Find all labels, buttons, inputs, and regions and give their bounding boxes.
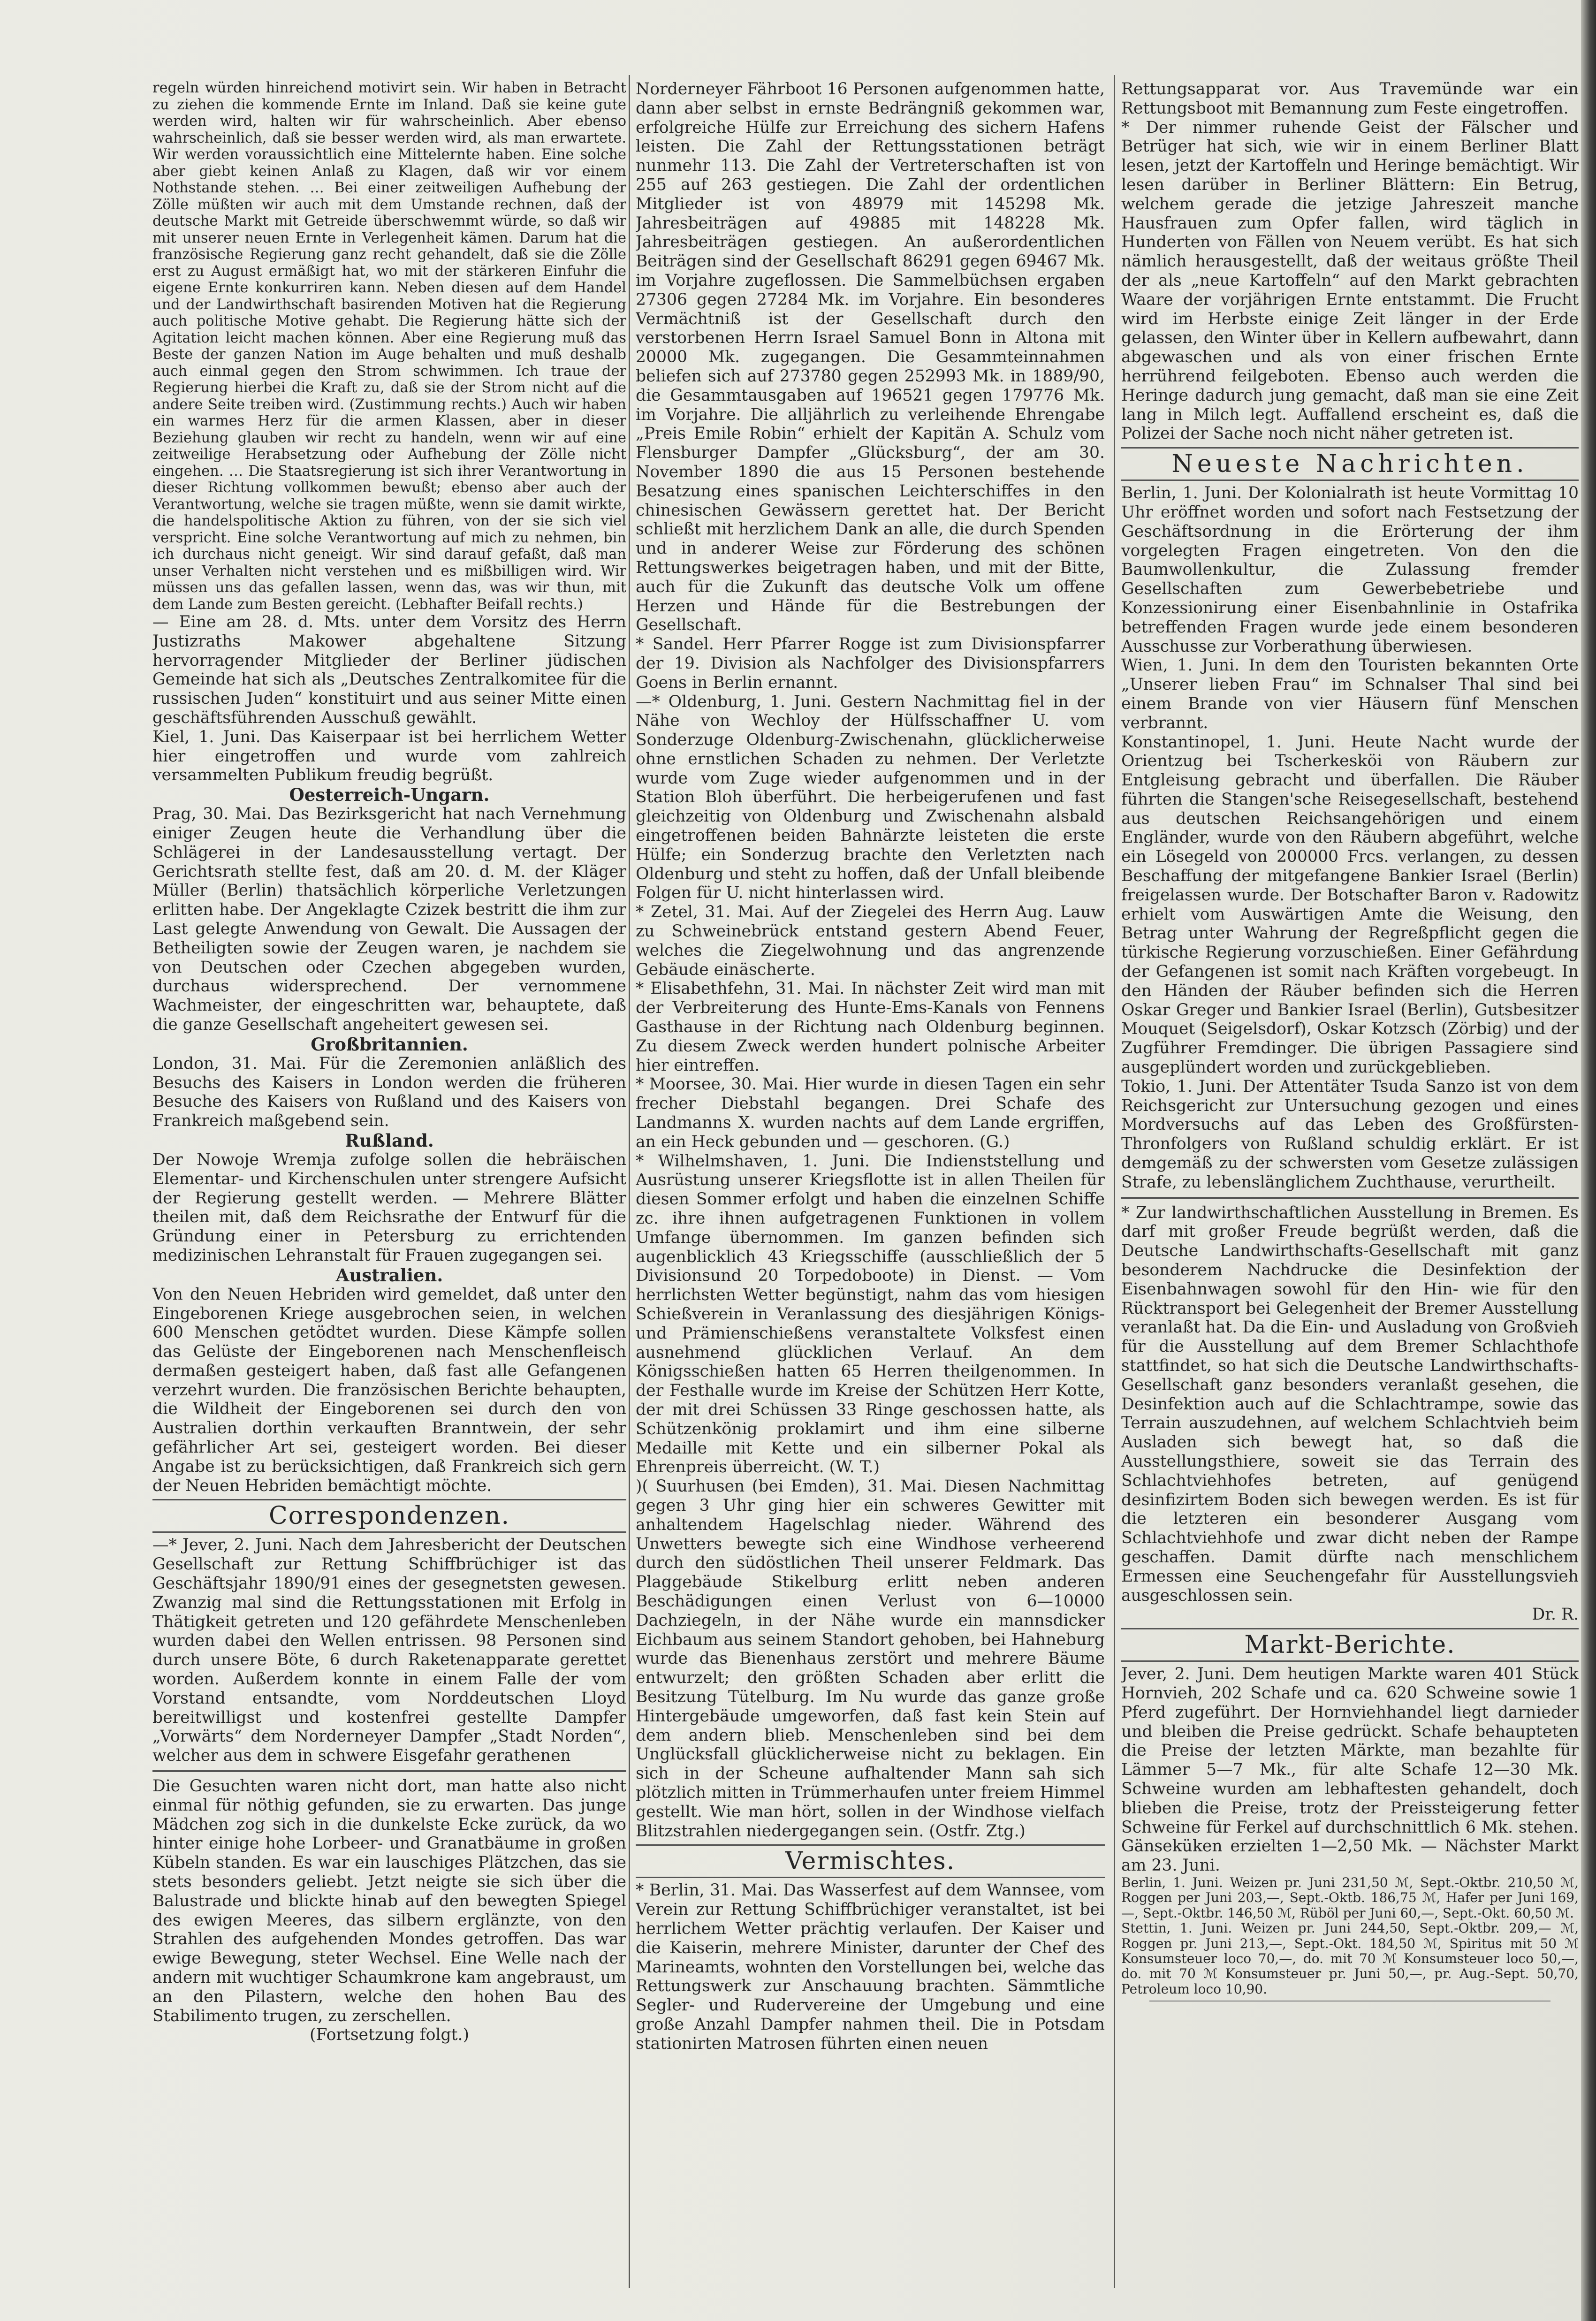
heading-russland: Rußland. bbox=[345, 1130, 434, 1151]
article-signature: Dr. R. bbox=[1532, 1605, 1579, 1624]
market-stettin-prices: Stettin, 1. Juni. Weizen pr. Juni 244,50, Sept.-Oktbr. 209,— ℳ, Roggen pr. Juni 213,—, Sept.-Okt. 184,50 ℳ, Spiritus mit 50 ℳ Konsumsteuer loco 70,—, do. mit 70 ℳ Konsumsteuer loco 50,—, do. mit 70 ℳ Konsumsteuer pr. Juni 50,—, pr. Aug.-Sept. 50,70, Petroleum loco 10,90. bbox=[1121, 1920, 1579, 1997]
column-right bbox=[1121, 80, 1579, 2288]
article-zoll-debate-continued: regeln würden hinreichend motivirt sein. Wir haben in Betracht zu ziehen die kommende Ernte im Inland. Daß sie keine gute werden wird, halten wir für wahrscheinlich. Aber ebenso wahrscheinlich, daß sie besser werden wird, als man erwartete. Wir werden voraussichtlich eine Mittelernte haben. Eine solche aber giebt keinen Anlaß zu Klagen, daß wir vor einem Nothstande stehen. … Bei einer zeitweiligen Aufhebung der Zölle müßten wir auch mit dem Umstande rechnen, daß der deutsche Markt mit Getreide überschwemmt würde, so daß wir mit unserer neuen Ernte in Verlegenheit kämen. Darum hat die französische Regierung ganz recht gehandelt, daß sie die Zölle erst zu August ermäßigt hat, wo mit der stärkeren Einfuhr die eigene Ernte konkurriren kann. Neben diesen auf dem Handel und der Landwirthschaft basirenden Motiven hat die Regierung auch politische Motive gehabt. Die Regierung hätte sich der Agitation leicht machen können. Aber eine Regierung muß das Beste der ganzen Nation im Auge behalten und muß deshalb auch einmal gegen den Strom schwimmen. Ich traue der Regierung hierbei die Kraft zu, daß sie der Strom nicht auf die andere Seite treiben wird. (Zustimmung rechts.) Auch wir haben ein warmes Herz für die armen Klassen, aber in dieser Beziehung glauben wir recht zu handeln, wenn wir auf eine zeitweilige Herabsetzung oder Aufhebung der Zölle nicht eingehen. … Die Staatsregierung ist sich ihrer Verantwortung in dieser Richtung vollkommen bewußt; ebenso aber auch der Verantwortung, welche sie tragen müßte, wenn sie damit wirkte, die handelspolitische Aktion zu führen, von der sie sich viel verspricht. Eine solche Verantwortung auf mich zu nehmen, bin ich durchaus nicht geneigt. Wir sind darauf gefaßt, daß man unser Verhalten nicht verstehen und es mißbilligen wird. Wir müssen uns das gefallen lassen, wenn das, was wir thun, mit dem Lande zum Besten gereicht. (Lebhafter Beifall rechts.) bbox=[152, 80, 626, 613]
article-ausstellung-bremen: * Zur landwirthschaftlichen Ausstellung in Bremen. Es darf mit großer Freude begrüßt werden, daß die Deutsche Landwirthschafts-Gesellschaft mit ganz besonderem Nachdrucke die Desinfektion der Eisenbahnwagen sowohl für den Hin- wie für den Rücktransport bei Gelegenheit der Bremer Ausstellung veranlaßt hat. Da die Ein- und Ausladung von Großvieh für die Ausstellung auf dem Bremer Schlachthofe stattfindet, so hat sich die Deutsche Landwirthschafts-Gesellschaft ganz besonders veranlaßt gesehen, die Desinfektion auch auf die Schlachtrampe, sowie das Terrain auszudehnen, auf welchem Schlachtvieh beim Ausladen sich bewegt hat, so daß die Ausstellungsthiere, soweit sie das Terrain des Schlachtviehhofes betreten, auf genügend desinfizirtem Boden sich bewegen werden. Es ist für die letzteren ein besonderer Ausgang vom Schlachtviehhofe und zwar dicht neben der Rampe geschaffen. Damit dürfte nach menschlichem Ermessen eine Seuchengefahr für Ausstellungsvieh ausgeschlossen sein. bbox=[1121, 1203, 1579, 1605]
article-kiel: Kiel, 1. Juni. Das Kaiserpaar ist bei herrlichem Wetter hier eingetroffen und wurde vom zahlreich versammelten Publikum freudig begrüßt. bbox=[152, 727, 626, 785]
column-middle bbox=[636, 80, 1105, 2288]
article-faelscher: * Der nimmer ruhende Geist der Fälscher und Betrüger hat sich, wie wir in einem Berliner Blatt lesen, jetzt der Kartoffeln und Heringe bemächtigt. Wir lesen darüber in Berliner Blättern: Ein Betrug, welchem gerade die jetzige Jahreszeit manche Hausfrauen zum Opfer fallen, wird täglich in Hunderten von Fällen von Neuem verübt. Es hat sich nämlich herausgestellt, daß der weitaus größte Theil der als „neue Kartoffeln“ auf den Markt gebrachten Waare der vorjährigen Ernte entstammt. Die Frucht wird im Herbste einige Zeit länger in der Erde gelassen, den Winter über in Kellern aufbewahrt, dann abgewaschen und als von einer frischen Ernte herrührend feilgeboten. Ebenso auch werden die Heringe dadurch jung gemacht, daß man sie eine Zeit lang in Milch legt. Auffallend erscheint es, daß die Polizei der Sache noch nicht näher getreten ist. bbox=[1121, 118, 1579, 443]
feuilleton-text: Die Gesuchten waren nicht dort, man hatte also nicht einmal für nöthig gefunden, sie zu erwarten. Das junge Mädchen zog sich in die dunkelste Ecke zurück, da wo hinter einige hohe Lorbeer- und Granatbäume in großen Kübeln standen. Es war ein lauschiges Plätzchen, das sie stets besonders geliebt. Jetzt neigte sie sich über die Balustrade und blickte hinab auf den bewegten Spiegel des ewigen Meeres, das silbern erglänzte, von den Strahlen des aufgehenden Mondes getroffen. Das war ewige Bewegung, steter Wechsel. Eine Welle nach der andern mit wuchtiger Schaumkrone kam angebraust, um an den Pilastern, welche den hohen Bau des Stabilimento trugen, zu zerschellen. bbox=[152, 1777, 626, 2025]
section-heading-markt: Markt-Berichte. bbox=[1121, 1628, 1579, 1662]
heading-australien: Australien. bbox=[335, 1264, 443, 1286]
article-moorsee: * Moorsee, 30. Mai. Hier wurde in diesen Tagen ein sehr frecher Diebstahl begangen. Drei Schafe des Landmanns X. wurden nachts auf dem Lande ergriffen, an ein Heck gebunden und — geschoren. (G.) bbox=[636, 1075, 1105, 1151]
article-wien: Wien, 1. Juni. In dem den Touristen bekannten Orte „Unserer lieben Frau“ im Schnalser Thal sind bei einem Brande von vier Häusern fünf Menschen verbrannt. bbox=[1121, 656, 1579, 732]
heading-grossbritannien: Großbritannien. bbox=[311, 1034, 468, 1055]
column-rule bbox=[629, 75, 630, 2288]
column-rule bbox=[1114, 75, 1115, 2288]
column-left bbox=[152, 80, 626, 2288]
article-suurhusen: )( Suurhusen (bei Emden), 31. Mai. Diesen Nachmittag gegen 3 Uhr ging hier ein schweres Gewitter mit anhaltendem Hagelschlag nieder. Während des Unwetters bewegte sich eine Windhose verheerend durch den südöstlichen Theil unserer Feldmark. Das Plaggebäude Stikelburg erlitt neben anderen Beschädigungen einen Verlust von 6—10000 Dachziegeln, in der Nähe wurde ein mannsdicker Eichbaum aus seinem Standort gehoben, bei Hahneburg wurde das Bienenhaus zerstört und mehrere Bäume entwurzelt; den größten Schaden aber erlitt die Besitzung Tütelburg. Im Nu wurde das ganze große Hintergebäude umgeworfen, daß fast kein Stein auf dem andern blieb. Menschenleben sind bei dem Unglücksfall glücklicherweise nicht zu beklagen. Ein sich in der Scheune aufhaltender Mann sah sich plötzlich mitten in Trümmerhaufen unter freiem Himmel gestellt. Wie man hört, sollen in der Windhose vielfach Blitzstrahlen niedergegangen sein. (Ostfr. Ztg.) bbox=[636, 1477, 1105, 1841]
article-berlin-kolonialrath: Berlin, 1. Juni. Der Kolonialrath ist heute Vormittag 10 Uhr eröffnet worden und sofort nach Festsetzung der Geschäftsordnung in die Erörterung der ihm vorgelegten Fragen eingetreten. Von den die Baumwollenkultur, die Zulassung fremder Gesellschaften zum Gewerbebetriebe und Konzessionirung einer Eisenbahnlinie in Ostafrika betreffenden Fragen wurde jede einem besonderen Ausschusse zur Vorberathung überwiesen. bbox=[1121, 484, 1579, 656]
article-sandel: * Sandel. Herr Pfarrer Rogge ist zum Divisionspfarrer der 19. Division als Nachfolger des Divisionspfarrers Goens in Berlin ernannt. bbox=[636, 635, 1105, 692]
article-london: London, 31. Mai. Für die Zeremonien anläßlich des Besuchs des Kaisers in London werden die früheren Besuche des Kaisers von Rußland und des Kaisers von Frankreich maßgebend sein. bbox=[152, 1054, 626, 1131]
section-heading-correspondenzen: Correspondenzen. bbox=[152, 1499, 626, 1533]
feuilleton-divider bbox=[152, 1770, 626, 1772]
article-wasserfest-continued: Rettungsapparat vor. Aus Travemünde war ein Rettungsboot mit Bemannung zum Feste eingetroffen. bbox=[1121, 80, 1579, 118]
article-russland: Der Nowoje Wremja zufolge sollen die hebräischen Elementar- und Kirchenschulen unter strengere Aufsicht der Regierung gestellt werden. — Mehrere Blätter theilen mit, daß dem Reichsrathe der Entwurf für die Gründung einer in Petersburg zu errichtenden medizinischen Lehranstalt für Frauen zugegangen sei. bbox=[152, 1150, 626, 1265]
article-elisabethfehn: * Elisabethfehn, 31. Mai. In nächster Zeit wird man mit der Verbreiterung des Hunte-Ems-Kanals von Fennens Gasthause in der Richtung nach Oldenburg beginnen. Zu diesem Zweck werden hundert polnische Arbeiter hier eintreffen. bbox=[636, 979, 1105, 1075]
article-oldenburg: —* Oldenburg, 1. Juni. Gestern Nachmittag fiel in der Nähe von Wechloy der Hülfsschaffner U. vom Sonderzuge Oldenburg-Zwischenahn, glücklicherweise ohne ernstlichen Schaden zu nehmen. Der Verletzte wurde vom Zuge wieder aufgenommen und in der Station Bloh überführt. Die herbeigerufenen und fast gleichzeitig von Oldenburg und Zwischenahn alsbald eingetroffenen beiden Bahnärzte leisteten die erste Hülfe; ein Sonderzug brachte den Verletzten nach Oldenburg und steht zu hoffen, daß der Unfall bleibende Folgen für U. nicht hinterlassen wird. bbox=[636, 692, 1105, 903]
section-divider bbox=[1121, 1197, 1579, 1199]
article-berlin-wasserfest: * Berlin, 31. Mai. Das Wasserfest auf dem Wannsee, vom Verein zur Rettung Schiffbrüchiger veranstaltet, ist bei herrlichem Wetter prächtig verlaufen. Der Kaiser und die Kaiserin, mehrere Minister, darunter der Chef des Marineamts, wohnten den Vorstellungen bei, welche das Rettungswerk zur Anschauung brachten. Sämmtliche Segler- und Rudervereine der Umgebung und eine große Anzahl Dampfer nahmen theil. Die in Potsdam stationirten Matrosen führten einen neuen bbox=[636, 1881, 1105, 2053]
article-zetel: * Zetel, 31. Mai. Auf der Ziegelei des Herrn Aug. Lauw zu Schweinebrück entstand gestern Abend Feuer, welches die Ziegelwohnung und das angrenzende Gebäude einäscherte. bbox=[636, 903, 1105, 979]
section-heading-vermischtes: Vermischtes. bbox=[636, 1844, 1105, 1878]
article-prag: Prag, 30. Mai. Das Bezirksgericht hat nach Vernehmung einiger Zeugen heute die Verhandlung über die Schlägerei in der Landesausstellung vertagt. Der Gerichtsrath stellte fest, daß am 20. d. M. der Kläger Müller (Berlin) thatsächlich körperliche Verletzungen erlitten habe. Der Angeklagte Czizek bestritt die ihm zur Last gelegte Anwendung von Gewalt. Die Aussagen der Betheiligten sowie der Zeugen waren, je nachdem sie von Deutschen oder Czechen abgegeben wurden, durchaus widersprechend. Der vernommene Wachmeister, der eingeschritten war, behauptete, daß die ganze Gesellschaft angeheitert gewesen sei. bbox=[152, 805, 626, 1034]
article-rettung-continued: Norderneyer Fährboot 16 Personen aufgenommen hatte, dann aber selbst in ernste Bedrängniß gekommen war, erfolgreiche Hülfe zur Erreichung des sichern Hafens leisten. Die Zahl der Rettungsstationen beträgt nunmehr 113. Die Zahl der Vertreterschaften ist von 255 auf 263 gestiegen. Die Zahl der ordentlichen Mitglieder ist von 48979 mit 145298 Mk. Jahresbeiträgen auf 49885 mit 148228 Mk. Jahresbeiträgen gestiegen. An außerordentlichen Beiträgen sind der Gesellschaft 86291 gegen 69467 Mk. im Vorjahre zugeflossen. Die Sammelbüchsen ergaben 27306 gegen 27284 Mk. im Vorjahre. Ein besonderes Vermächtniß ist der Gesellschaft durch den verstorbenen Herrn Israel Samuel Bonn in Altona mit 20000 Mk. zugegangen. Die Gesammteinnahmen beliefen sich auf 273780 gegen 252993 Mk. in 1889/90, die Gesammtausgaben auf 196521 gegen 179776 Mk. im Vorjahre. Die alljährlich zu verleihende Ehrengabe „Preis Emile Robin“ erhielt der Kapitän A. Schulz vom Flensburger Dampfer „Glücksburg“, der am 30. November 1890 die aus 15 Personen bestehende Besatzung eines spanischen Leichterschiffes in den chinesischen Gewässern gerettet hat. Der Bericht schließt mit herzlichem Dank an alle, die durch Spenden und in anderer Weise zur Förderung des schönen Rettungswerkes beigetragen haben, und mit der Bitte, auch für die Zukunft das deutsche Volk um offene Herzen und Hände für die Bestrebungen der Gesellschaft. bbox=[636, 80, 1105, 635]
heading-oesterreich: Oesterreich-Ungarn. bbox=[289, 784, 490, 806]
article-wilhelmshaven: * Wilhelmshaven, 1. Juni. Die Indienststellung und Ausrüstung unserer Kriegsflotte ist in allen Theilen für diesen Sommer erfolgt und haben die einzelnen Schiffe zc. ihre ihnen aufgetragenen Funktionen in vollem Umfange übernommen. Im ganzen befinden sich augenblicklich 43 Kriegsschiffe (ausschließlich der 5 Divisionsund 20 Torpedoboote) in Dienst. — Vom herrlichsten Wetter begünstigt, nahm das vom hiesigen Schießverein in Veranlassung des diesjährigen Königs- und Prämienschießens veranstaltete Volksfest einen ausnehmend glücklichen Verlauf. An dem Königsschießen hatten 65 Herren theilgenommen. In der Festhalle wurde im Kreise der Schützen Herr Kotte, der mit drei Schüssen 33 Ringe geschossen hatte, als Schützenkönig proklamirt und ihm eine silberne Medaille mit Kette und ein silberner Pokal als Ehrenpreis überreicht. (W. T.) bbox=[636, 1151, 1105, 1477]
section-heading-neueste: Neueste Nachrichten. bbox=[1121, 447, 1579, 481]
article-tokio: Tokio, 1. Juni. Der Attentäter Tsuda Sanzo ist von dem Reichsgericht zur Untersuchung gezogen und eines Mordversuchs auf das Leben des Großfürsten-Thronfolgers von Rußland schuldig erklärt. Er ist demgemäß zu der schwersten vom Gesetze zulässigen Strafe, zu lebenslänglichem Zuchthause, verurtheilt. bbox=[1121, 1077, 1579, 1192]
article-zentralkomitee: — Eine am 28. d. Mts. unter dem Vorsitz des Herrn Justizraths Makower abgehaltene Sitzung hervorragender Mitglieder der Berliner jüdischen Gemeinde hat sich als „Deutsches Zentralkomitee für die russischen Juden“ konstituirt und aus seiner Mitte einen geschäftsführenden Ausschuß gewählt. bbox=[152, 613, 626, 727]
article-jever-rettung: —* Jever, 2. Juni. Nach dem Jahresbericht der Deutschen Gesellschaft zur Rettung Schiffbrüchiger ist das Geschäftsjahr 1890/91 eines der gesegnetsten gewesen. Zwanzig mal sind die Rettungsstationen mit Erfolg in Thätigkeit getreten und 120 gefährdete Menschenleben wurden dabei den Wellen entrissen. 98 Personen sind durch unsere Böte, 6 durch Raketenapparate gerettet worden. Außerdem konnte in einem Falle der vom Vorstand entsandte, vom Norddeutschen Lloyd bereitwilligst und kostenfrei gestellte Dampfer „Vorwärts“ dem Norderneyer Dampfer „Stadt Norden“, welcher aus dem in schwere Eisgefahr gerathenen bbox=[152, 1536, 626, 1765]
article-jever-markt: Jever, 2. Juni. Dem heutigen Markte waren 401 Stück Hornvieh, 202 Schafe und ca. 620 Schweine sowie 1 Pferd zugeführt. Der Hornviehhandel liegt darnieder und bleiben die Preise gedrückt. Schafe behaupteten die Preise der letzten Märkte, man bezahlte für Lämmer 5—7 Mk., für alte Schafe 12—30 Mk. Schweine wurden am lebhaftesten gehandelt, doch blieben die Preise, trotz der Preissteigerung fetter Schweine für Ferkel auf durchschnittlich 6 Mk. stehen. Gänseküken erzielten 1—2,50 Mk. — Nächster Markt am 23. Juni. bbox=[1121, 1665, 1579, 1875]
article-konstantinopel: Konstantinopel, 1. Juni. Heute Nacht wurde der Orientzug bei Tscherkesköi von Räubern zur Entgleisung gebracht und überfallen. Die Räuber führten die Stangen'sche Reisegesellschaft, bestehend aus deutschen Reichsangehörigen und einem Engländer, wurde von den Räubern abgeführt, welche ein Lösegeld von 200000 Frcs. verlangen, zu dessen Beschaffung der mitgefangene Bankier Israel (Berlin) freigelassen wurde. Der Botschafter Baron v. Radowitz erhielt vom Auswärtigen Amte die Weisung, den Betrag unter Wahrung der Regreßpflicht gegen die türkische Regierung vorzuschießen. Einer Gefährdung der Gefangenen ist somit nach Kräften vorgebeugt. In den Händen der Räuber befinden sich die Herren Oskar Greger und Bankier Israel (Berlin), Gutsbesitzer Mouquet (Seigelsdorf), Oskar Kotzsch (Zörbig) und der Zugführer Fremdinger. Die übrigen Passagiere sind ausgeplündert worden und zurückgeblieben. bbox=[1121, 732, 1579, 1077]
article-australien: Von den Neuen Hebriden wird gemeldet, daß unter den Eingeborenen Kriege ausgebrochen seien, in welchen 600 Menschen getödtet wurden. Diese Kämpfe sollen das Gelüste der Eingeborenen nach Menschenfleisch dermaßen gesteigert haben, daß fast alle Gefangenen verzehrt wurden. Die französischen Berichte behaupten, die Wildheit der Eingeborenen sei durch den von Australien dorthin verkauften Branntwein, der sehr gefährlicher Art sei, gesteigert worden. Bei dieser Angabe ist zu berücksichtigen, daß Frankreich sich gern der Neuen Hebriden bemächtigt möchte. bbox=[152, 1285, 626, 1495]
fortsetzung-note: (Fortsetzung folgt.) bbox=[309, 2025, 469, 2045]
market-berlin-prices: Berlin, 1. Juni. Weizen pr. Juni 231,50 ℳ, Sept.-Oktbr. 210,50 ℳ, Roggen per Juni 203,—, Sept.-Oktb. 186,75 ℳ, Hafer per Juni 169,—, Sept.-Oktbr. 146,50 ℳ, Rüböl per Juni 60,—, Sept.-Okt. 60,50 ℳ. bbox=[1121, 1874, 1579, 1921]
page-edge-shadow bbox=[1581, 0, 1596, 2321]
